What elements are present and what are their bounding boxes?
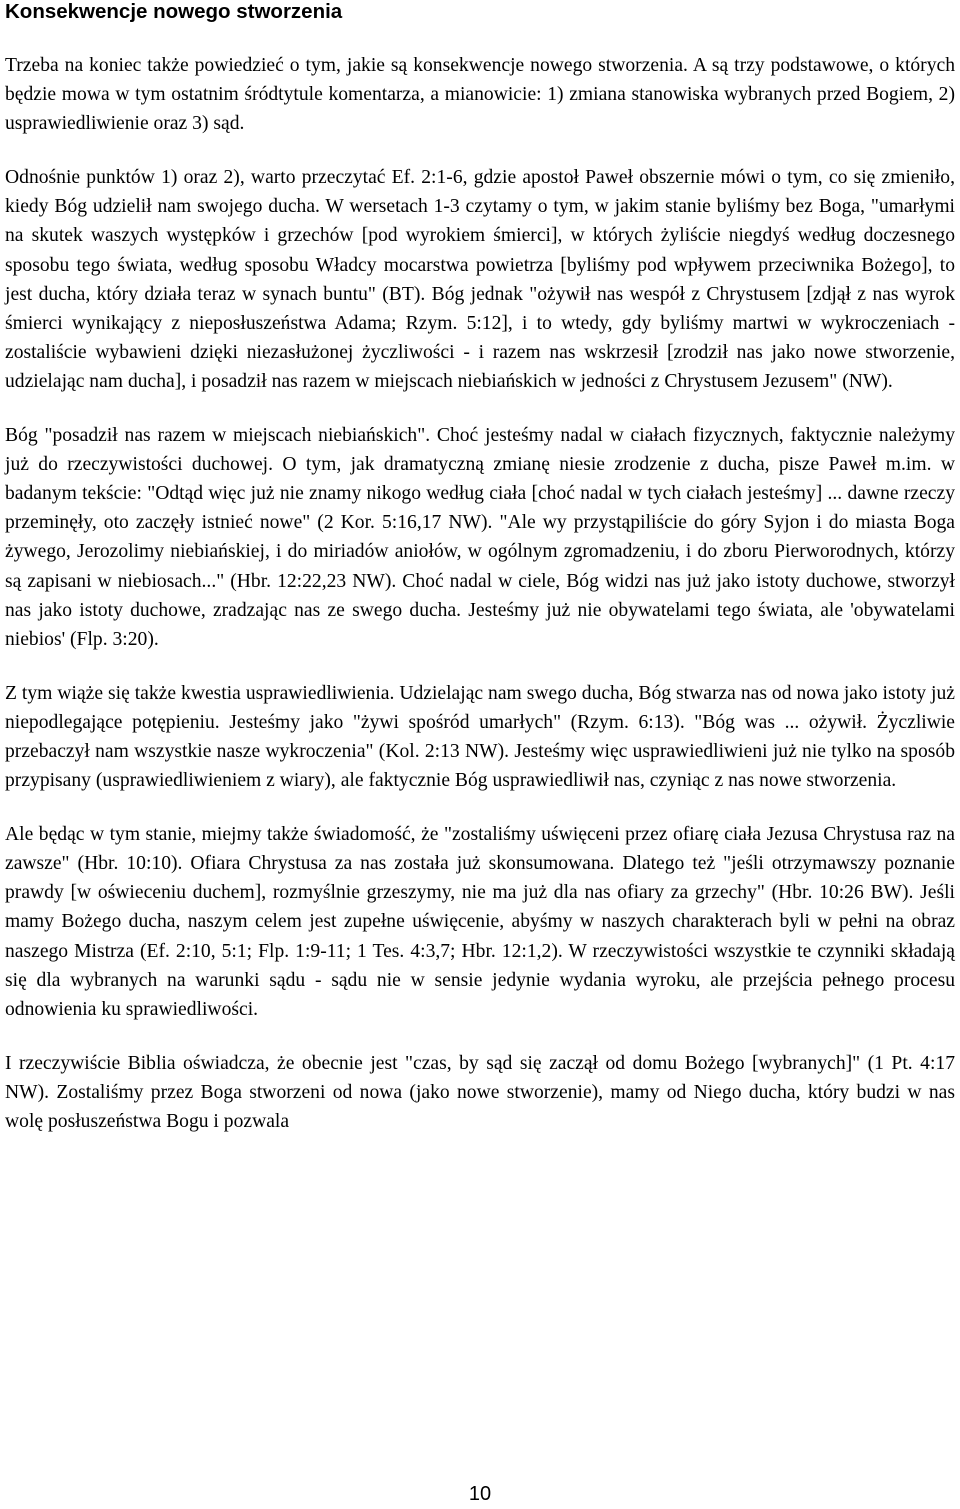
paragraph-consequences-intro: Trzeba na koniec także powiedzieć o tym, jakie są konsekwencje nowego stworzenia. A są trzy podstawowe, o których będzie mowa w tym ostatnim śródtytule komentarza, a mianowicie: 1) zmiana stanowiska wybranych przed Bogiem, 2) usprawiedliwienie oraz 3) sąd. <box>5 55 955 135</box>
page-number: 10 <box>468 1483 492 1505</box>
paragraph-judgment: I rzeczywiście Biblia oświadcza, że obecnie jest "czas, by sąd się zaczął od domu Bożego [wybranych]" (1 Pt. 4:17 NW). Zostaliśmy przez Boga stworzeni od nowa (jako nowe stworzenie), mamy od Niego ducha, który budzi w nas wolę posłuszeństwa Bogu i pozwala <box>5 1052 955 1132</box>
paragraph-sanctification: Ale będąc w tym stanie, miejmy także świadomość, że "zostaliśmy uświęceni przez ofiarę ciała Jezusa Chrystusa raz na zawsze" (Hbr. 10:10). Ofiara Chrystusa za nas została już skonsumowana. Dlatego też "jeśli otrzymawszy poznanie prawdy [w oświeceniu duchem], rozmyślnie grzeszymy, nie ma już dla nas ofiary za grzechy" (Hbr. 10:26 BW). Jeśli mamy Bożego ducha, naszym celem jest zupełne uświęcenie, abyśmy w naszych charakterach byli w pełni na obraz naszego Mistrza (Ef. 2:10, 5:1; Flp. 1:9-11; 1 Tes. 4:3,7; Hbr. 12:1,2). W rzeczywistości wszystkie te czynniki składają się dla wybranych na warunki sądu - sądu nie w sensie jedynie wydania wyroku, ale przejścia pełnego procesu odnowienia ku sprawiedliwości. <box>5 824 955 1020</box>
paragraph-ephesians: Odnośnie punktów 1) oraz 2), warto przeczytać Ef. 2:1-6, gdzie apostoł Paweł obszernie mówi o tym, co się zmieniło, kiedy Bóg udzielił nam swojego ducha. W wersetach 1-3 czytamy o tym, w jakim stanie byliśmy bez Boga, "umarłymi na skutek waszych występków i grzechów [pod wyrokiem śmierci], w których żyliście niegdyś według doczesnego sposobu tego świata, według sposobu Władcy mocarstwa powietrza [byliśmy pod wpływem przeciwnika Bożego], to jest ducha, który działa teraz w synach buntu" (BT). Bóg jednak "ożywił nas wespół z Chrystusem [zdjął z nas wyrok śmierci wynikający z nieposłuszeństwa Adama; Rzym. 5:12], i to wtedy, gdy byliśmy martwi w wykroczeniach - zostaliście wybawieni dzięki niezasłużonej życzliwości - i razem nas wskrzesił [zrodził nas jako nowe stworzenie, udzielając nam ducha], i posadził nas razem w miejscach niebiańskich w jedności z Chrystusem Jezusem" (NW). <box>5 167 955 392</box>
paragraph-justification: Z tym wiąże się także kwestia usprawiedliwienia. Udzielając nam swego ducha, Bóg stwarza nas od nowa jako istoty już niepodlegające potępieniu. Jesteśmy jako "żywi spośród umarłych" (Rzym. 6:13). "Bóg was ... ożywił. Życzliwie przebaczył nam wszystkie nasze wykroczenia" (Kol. 2:13 NW). Jesteśmy więc usprawiedliwieni już nie tylko na sposób przypisany (usprawiedliwieniem z wiary), ale faktycznie Bóg usprawiedliwił nas, czyniąc z nas nowe stworzenia. <box>5 682 955 792</box>
document-page <box>5 0 955 1136</box>
section-heading: Konsekwencje nowego stworzenia <box>5 0 343 23</box>
paragraph-heavenly-places: Bóg "posadził nas razem w miejscach niebiańskich". Choć jesteśmy nadal w ciałach fizycznych, faktycznie należymy już do rzeczywistości duchowej. O tym, jak dramatyczną zmianę niesie zrodzenie z ducha, pisze Paweł m.im. w badanym tekście: "Odtąd więc już nie znamy nikogo według ciała [choć nadal w tych ciałach jesteśmy] ... dawne rzeczy przeminęły, oto zaczęły istnieć nowe" (2 Kor. 5:16,17 NW). "Ale wy przystąpiliście do góry Syjon i do miasta Boga żywego, Jerozolimy niebiańskiej, i do miriadów aniołów, w ogólnym zgromadzeniu, i do zboru Pierworodnych, którzy są zapisani w niebiosach..." (Hbr. 12:22,23 NW). Choć nadal w ciele, Bóg widzi nas już jako istoty duchowe, stworzył nas jako istoty duchowe, zradzając nas ze swego ducha. Jesteśmy już nie obywatelami tego świata, ale 'obywatelami niebios' (Flp. 3:20). <box>5 425 955 650</box>
